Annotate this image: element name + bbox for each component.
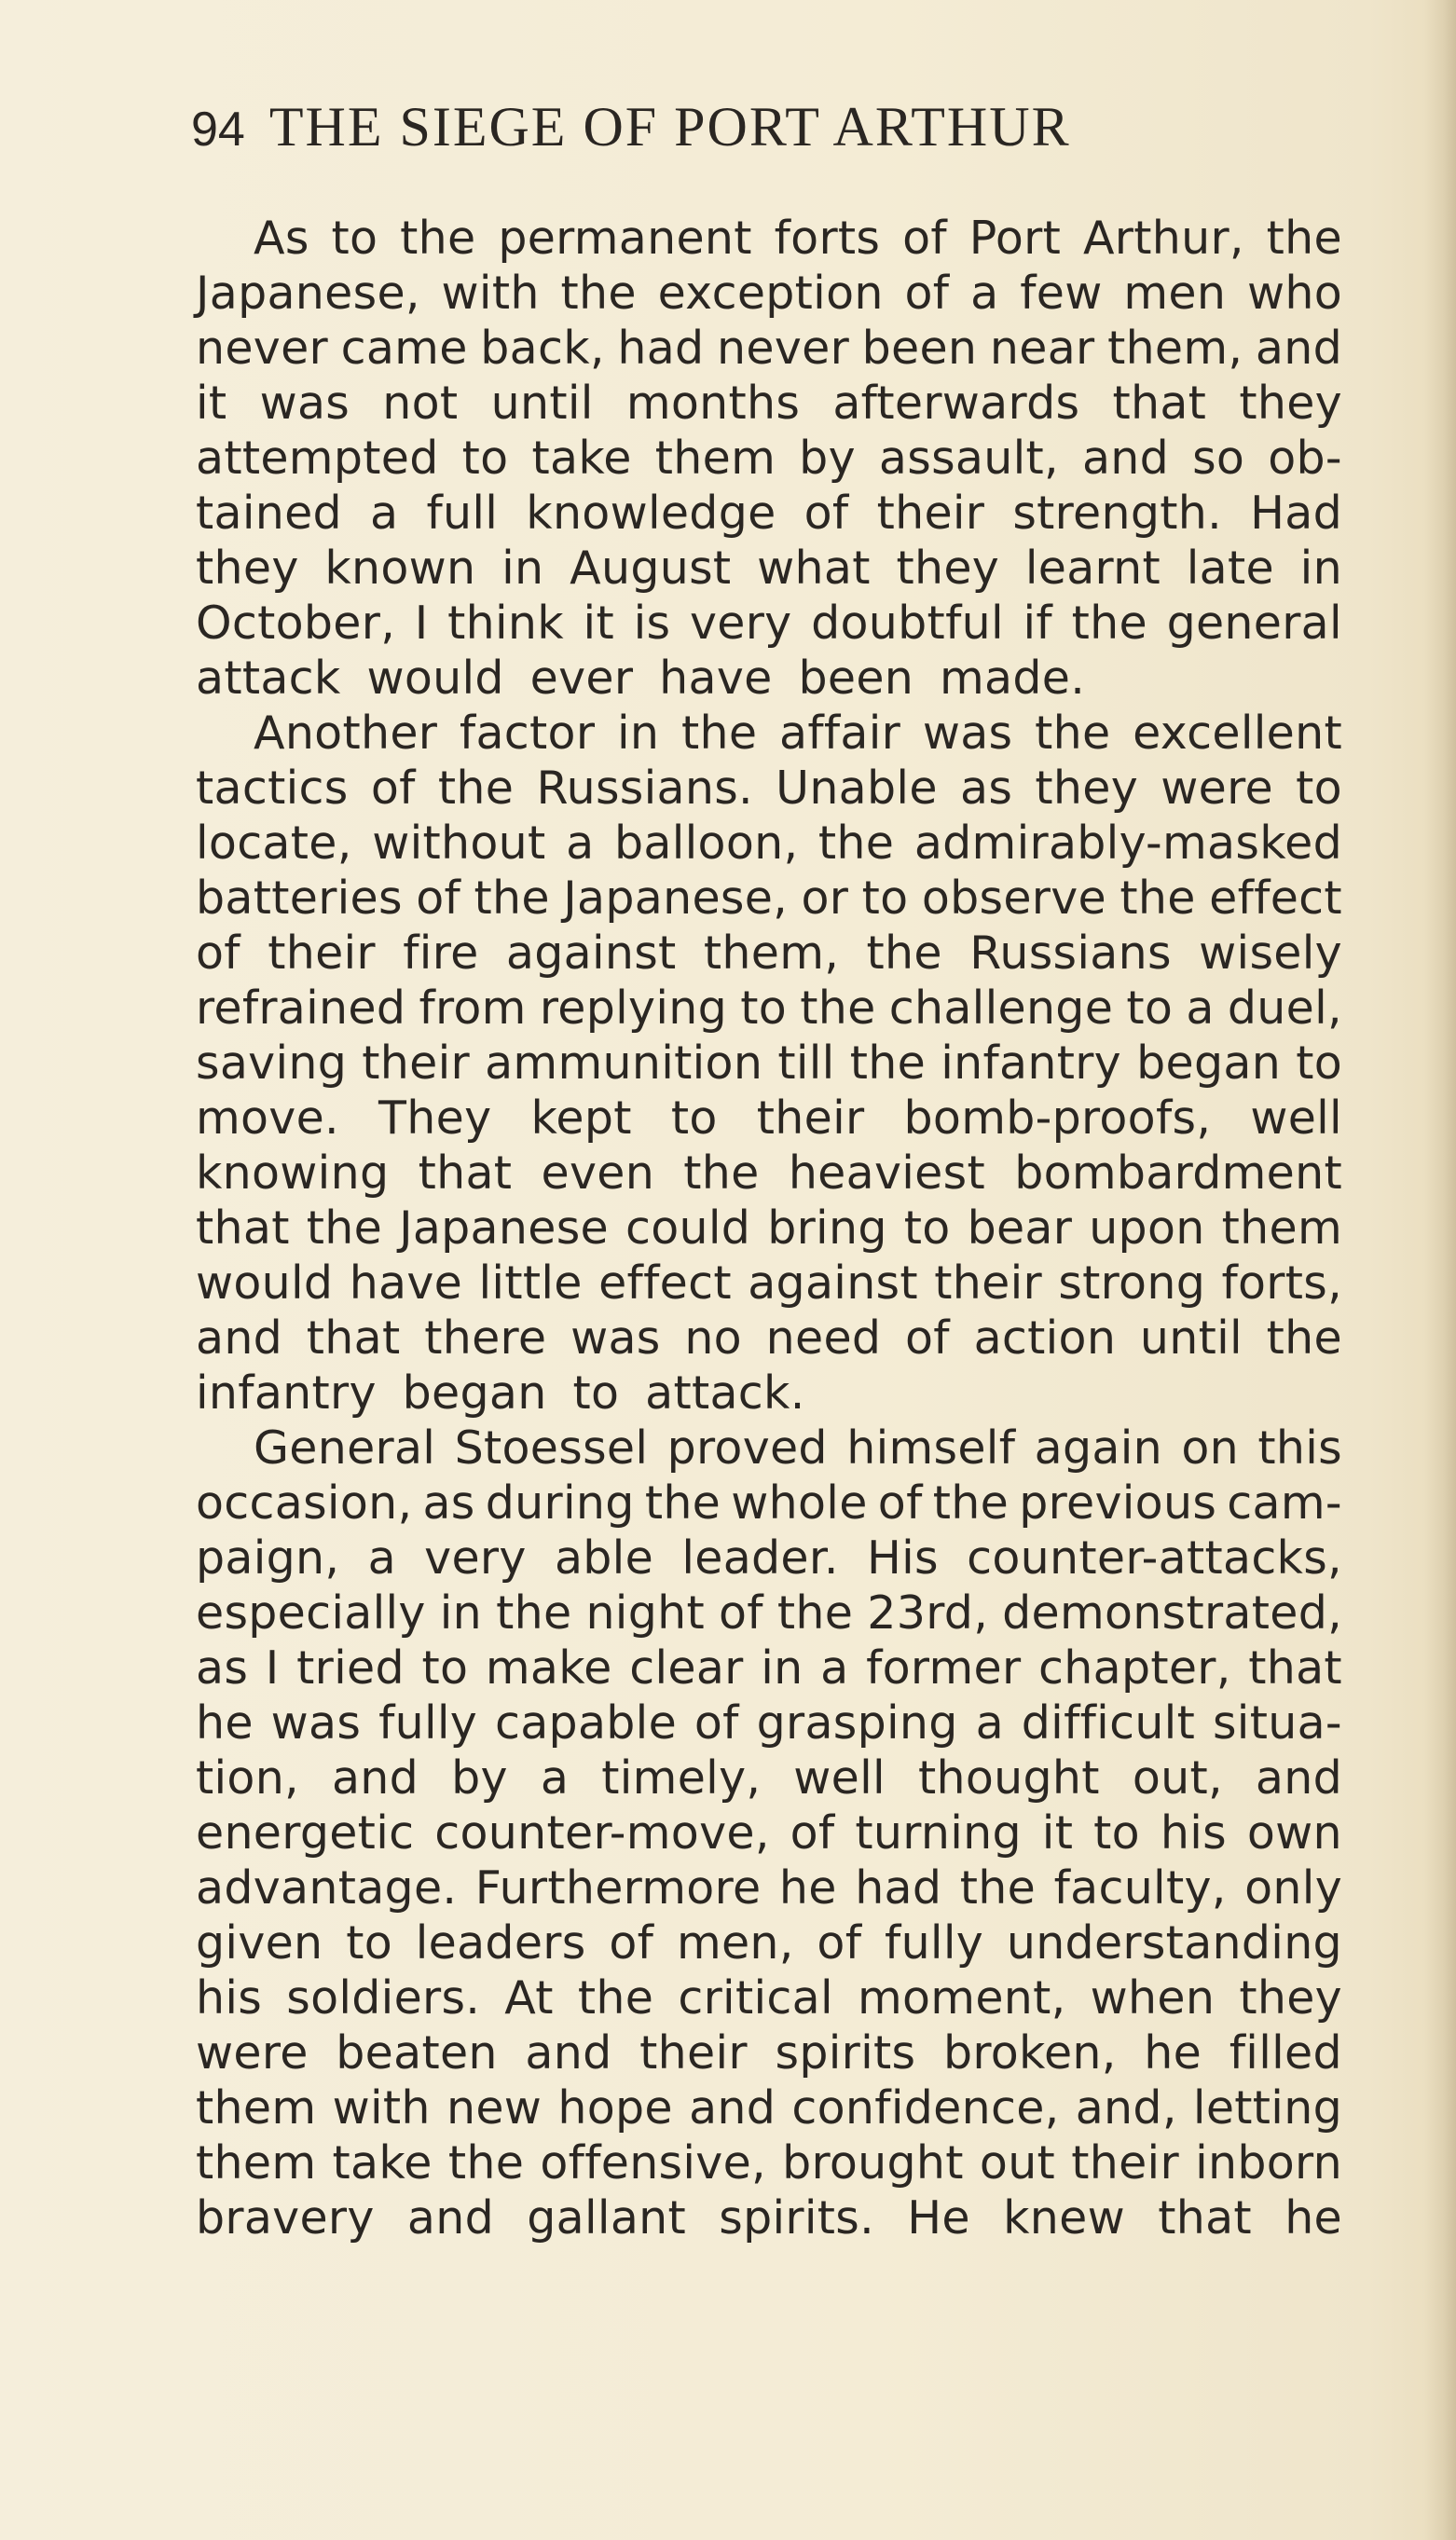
text-line: Another factor in the affair was the excellent	[254, 707, 1342, 760]
text-line: locate, without a balloon, the admirably-masked	[196, 817, 1342, 870]
text-line: tained a full knowledge of their strength. Had	[196, 487, 1342, 540]
text-line: they known in August what they learnt late in	[196, 542, 1342, 595]
body-text	[196, 211, 1342, 2245]
text-line: never came back, had never been near them, and	[196, 322, 1342, 375]
running-title: THE SIEGE OF PORT ARTHUR	[268, 96, 1071, 158]
text-line: knowing that even the heaviest bombardment	[196, 1146, 1342, 1200]
text-line: occasion, as during the whole of the previous cam-	[196, 1476, 1342, 1530]
text-line: especially in the night of the 23rd, demonstrated,	[196, 1586, 1342, 1640]
text-line: given to leaders of men, of fully understanding	[196, 1916, 1342, 1970]
text-line: tion, and by a timely, well thought out, and	[196, 1751, 1342, 1805]
text-line: General Stoessel proved himself again on this	[254, 1421, 1342, 1475]
text-line: as I tried to make clear in a former chapter, that	[196, 1641, 1342, 1695]
text-line: and that there was no need of action until the	[196, 1311, 1342, 1365]
text-line: bravery and gallant spirits. He knew that he	[196, 2191, 1342, 2245]
text-line: attempted to take them by assault, and so ob-	[196, 432, 1342, 485]
text-line: that the Japanese could bring to bear upon them	[196, 1201, 1342, 1255]
text-line: paign, a very able leader. His counter-attacks,	[196, 1531, 1342, 1585]
text-line: saving their ammunition till the infantry began to	[196, 1037, 1342, 1090]
text-line: As to the permanent forts of Port Arthur, the	[254, 212, 1342, 265]
text-line: infantry began to attack.	[196, 1366, 805, 1420]
text-line: energetic counter-move, of turning it to his own	[196, 1806, 1342, 1860]
text-line: batteries of the Japanese, or to observe the effect	[196, 872, 1342, 925]
text-line: them with new hope and confidence, and, letting	[196, 2081, 1342, 2135]
text-line: would have little effect against their strong forts,	[196, 1256, 1342, 1310]
text-line: Japanese, with the exception of a few men who	[196, 267, 1342, 320]
text-line: he was fully capable of grasping a difficult situa-	[196, 1696, 1342, 1750]
text-line: move. They kept to their bomb-proofs, well	[196, 1092, 1342, 1145]
text-line: of their fire against them, the Russians wisely	[196, 927, 1342, 980]
text-line: advantage. Furthermore he had the faculty, only	[196, 1861, 1342, 1915]
page-number: 94	[191, 103, 245, 157]
text-line: October, I think it is very doubtful if the general	[196, 597, 1342, 650]
text-line: them take the offensive, brought out their inborn	[196, 2136, 1342, 2190]
text-line: were beaten and their spirits broken, he filled	[196, 2026, 1342, 2080]
running-head	[191, 95, 1347, 160]
text-line: his soldiers. At the critical moment, when they	[196, 1971, 1342, 2025]
text-line: refrained from replying to the challenge to a duel,	[196, 982, 1342, 1035]
page-edge-shadow	[1424, 0, 1456, 2540]
text-line: it was not until months afterwards that they	[196, 377, 1342, 430]
text-line: tactics of the Russians. Unable as they were to	[196, 762, 1342, 815]
text-line: attack would ever have been made.	[196, 652, 1086, 705]
